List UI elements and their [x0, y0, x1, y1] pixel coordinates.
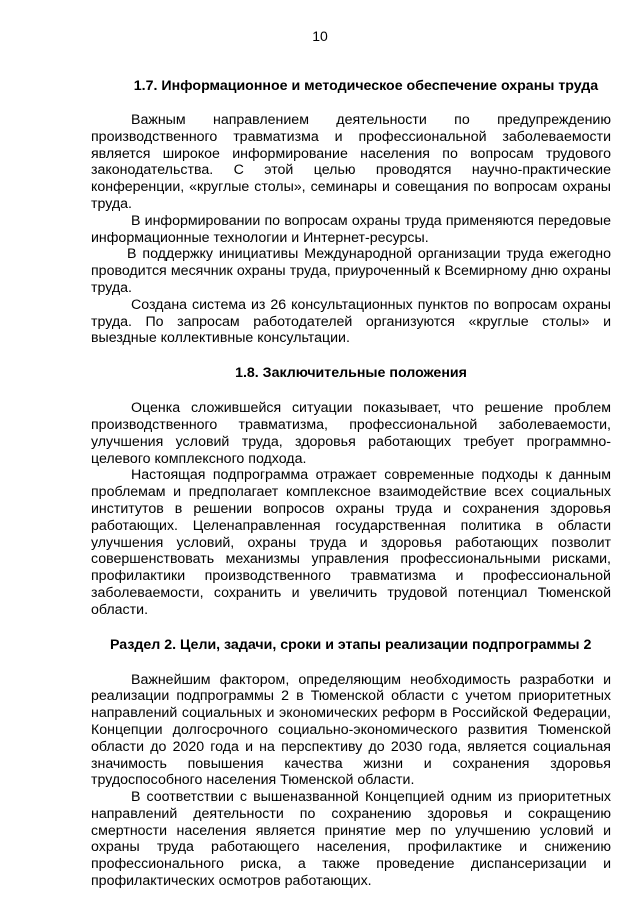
section-heading-1-8: 1.8. Заключительные положения [235, 365, 467, 382]
paragraph: Настоящая подпрограмма отражает современные подходы к данным проблемам и предполагает комплексное взаимодействие всех социальных институтов в решении вопросов охраны труда и сохранения здоровья работающих. Целенаправленная государственная политика в области улучшения условий, охраны труда и здоровья работающих позволит совершенствовать механизмы управления профессиональными рисками, профилактики производственного травматизма и профессиональной заболеваемости, сохранить и увеличить трудовой потенциал Тюменской области. [91, 467, 611, 618]
page-number: 10 [312, 28, 328, 44]
paragraph: Важным направлением деятельности по предупреждению производственного травматизма и профессиональной заболеваемости является широкое информирование населения по вопросам трудового законодательства. С этой целью проводятся научно-практические конференции, «круглые столы», семинары и совещания по вопросам охраны труда. [91, 112, 611, 212]
section-heading-2: Раздел 2. Цели, задачи, сроки и этапы реализации подпрограммы 2 [110, 636, 592, 653]
paragraph: Создана система из 26 консультационных пунктов по вопросам охраны труда. По запросам работодателей организуются «круглые столы» и выездные коллективные консультации. [91, 296, 611, 347]
document-body [91, 78, 611, 890]
paragraph: Оценка сложившейся ситуации показывает, что решение проблем производственного травматизма, профессиональной заболеваемости, улучшения условий труда, здоровья работающих требует программно-целевого комплексного подхода. [91, 400, 611, 467]
paragraph: Важнейшим фактором, определяющим необходимость разработки и реализации подпрограммы 2 в Тюменской области с учетом приоритетных направлений социальных и экономических реформ в Российской Федерации, Концепции долгосрочного социально-экономического развития Тюменской области до 2020 года и на перспективу до 2030 года, является социальная значимость повышения качества жизни и сохранения здоровья трудоспособного населения Тюменской области. [91, 671, 611, 789]
paragraph: В соответствии с вышеназванной Концепцией одним из приоритетных направлений деятельности по сохранению здоровья и сокращению смертности населения является принятие мер по улучшению условий и охраны труда работающего населения, профилактике и снижению профессионального риска, а также проведение диспансеризации и профилактических осмотров работающих. [91, 789, 611, 890]
section-heading-1-7: 1.7. Информационное и методическое обеспечение охраны труда [133, 78, 599, 94]
paragraph: В поддержку инициативы Международной организации труда ежегодно проводится месячник охраны труда, приуроченный к Всемирному дню охраны труда. [91, 246, 611, 296]
paragraph: В информировании по вопросам охраны труда применяются передовые информационные технологии и Интернет-ресурсы. [91, 212, 611, 246]
